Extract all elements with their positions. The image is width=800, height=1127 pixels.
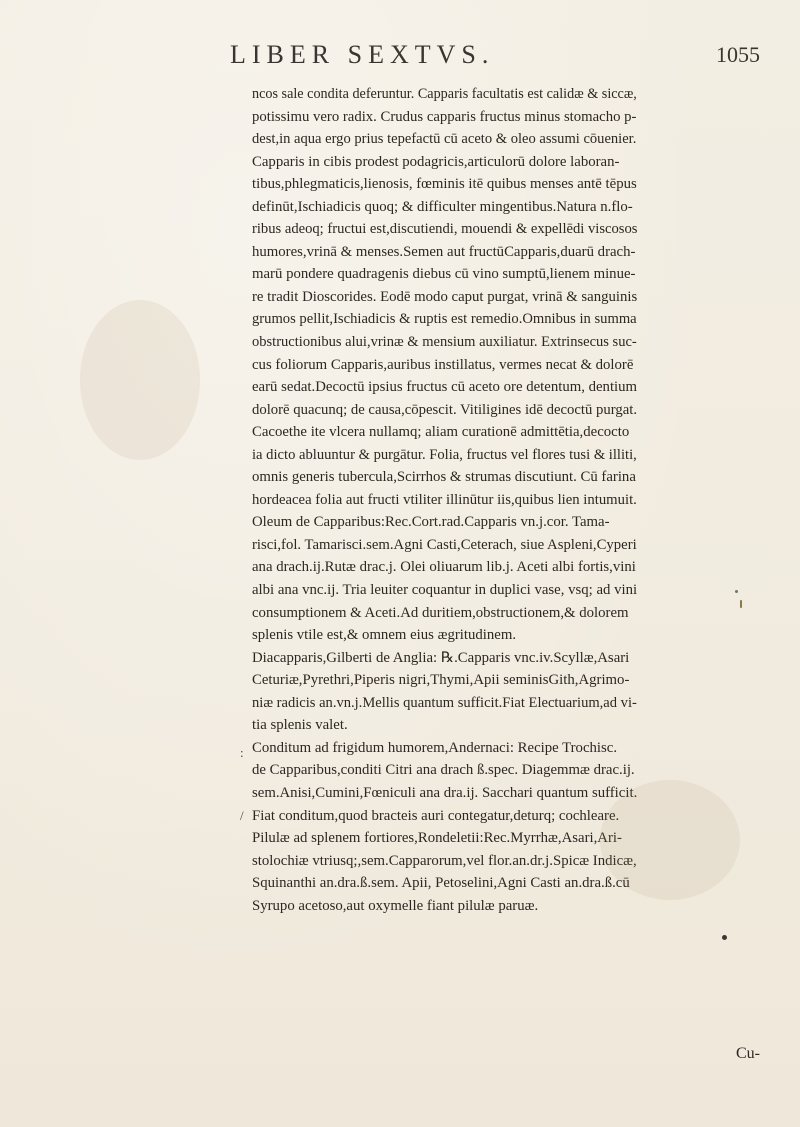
text-line: Conditum ad frigidum humorem,Andernaci: Recipe Trochisc. — [252, 739, 618, 756]
text-line: de Capparibus,conditi Citri ana drach ß.spec. Diagemmæ drac.ij. — [252, 762, 635, 779]
text-line: Cacoethe ite vlcera nullamq; aliam curationē admittētia,decocto — [252, 424, 630, 441]
text-line: hordeacea folia aut fructi vtiliter illinūtur iis,quibus lien intumuit. — [252, 491, 637, 508]
text-line: grumos pellit,Ischiadicis & ruptis est remedio.Omnibus in summa — [252, 311, 637, 328]
running-head: LIBER SEXTVS. — [230, 40, 495, 69]
paper-stain — [80, 300, 200, 460]
text-line: potissimu vero radix. Crudus capparis fructus minus stomacho p- — [252, 108, 637, 125]
text-line: dest,in aqua ergo prius tepefactū cū aceto & oleo assumi cōuenier. — [252, 131, 637, 148]
text-line: Pilulæ ad splenem fortiores,Rondeletii:Rec.Myrrhæ,Asari,Ari- — [252, 830, 622, 847]
text-line: ribus adeoq; fructui est,discutiendi, mouendi & expellēdi viscosos — [252, 221, 638, 238]
text-line: humores,vrinā & menses.Semen aut fructūCapparis,duarū drach- — [252, 243, 636, 260]
text-line: tibus,phlegmaticis,lienosis, fœminis itē quibus menses antē tēpus — [252, 176, 637, 193]
body-text — [252, 83, 638, 917]
text-line: Oleum de Capparibus:Rec.Cort.rad.Capparis vn.j.cor. Tama- — [252, 514, 610, 531]
text-line: consumptionem & Aceti.Ad duritiem,obstructionem,& dolorem — [252, 604, 629, 621]
text-line: risci,fol. Tamarisci.sem.Agni Casti,Ceterach, siue Aspleni,Cyperi — [252, 536, 637, 553]
text-line: definūt,Ischiadicis quoq; & difficulter mingentibus.Natura n.flo- — [252, 198, 633, 215]
text-line: re tradit Dioscorides. Eodē modo caput purgat, vrinā & sanguinis — [252, 288, 638, 305]
text-line: Squinanthi an.dra.ß.sem. Apii, Petoselini,Agni Casti an.dra.ß.cū — [252, 875, 630, 892]
text-line: albi ana vnc.ij. Tria leuiter coquantur in duplici vase, vsq; ad vini — [252, 582, 638, 599]
page-number: 1055 — [716, 42, 760, 67]
text-line: tia splenis valet. — [252, 717, 348, 734]
text-line: Syrupo acetoso,aut oxymelle fiant pilulæ paruæ. — [252, 897, 539, 914]
ink-speck — [735, 590, 738, 593]
margin-mark: / — [240, 808, 244, 823]
text-line: cus foliorum Capparis,auribus instillatus, vermes necat & dolorē — [252, 356, 634, 373]
text-line: marū pondere quadragenis diebus cū vino sumptū,lienem minue- — [252, 266, 636, 283]
text-line: Capparis in cibis prodest podagricis,articulorū dolore laboran- — [252, 153, 620, 170]
text-line: stolochiæ vtriusq;,sem.Capparorum,vel flor.an.dr.j.Spicæ Indicæ, — [252, 852, 637, 869]
ink-speck — [740, 600, 742, 608]
catchword: Cu- — [736, 1045, 760, 1062]
ink-speck — [722, 935, 727, 940]
text-line: ana drach.ij.Rutæ drac.j. Olei oliuarum lib.j. Aceti albi fortis,vini — [252, 559, 636, 576]
text-line: Ceturiæ,Pyrethri,Piperis nigri,Thymi,Apii seminisGith,Agrimo- — [252, 672, 630, 689]
paper-stain — [600, 780, 740, 900]
margin-mark: : — [240, 745, 244, 760]
text-line: Fiat conditum,quod bracteis auri contegatur,deturq; cochleare. — [252, 807, 620, 824]
text-line: ia dicto abluuntur & purgātur. Folia, fructus vel flores tusi & illiti, — [252, 446, 637, 463]
text-line: earū sedat.Decoctū ipsius fructus cū aceto ore detentum, dentium — [252, 379, 638, 396]
text-line: Diacapparis,Gilberti de Anglia: ℞.Capparis vnc.iv.Scyllæ,Asari — [252, 649, 630, 666]
text-line: ncos sale condita deferuntur. Capparis facultatis est calidæ & siccæ, — [252, 86, 637, 102]
page-header — [200, 40, 760, 80]
text-line: niæ radicis an.vn.j.Mellis quantum sufficit.Fiat Electuarium,ad vi- — [252, 694, 637, 711]
text-line: splenis vtile est,& omnem eius ægritudinem. — [252, 627, 517, 644]
text-line: omnis generis tubercula,Scirrhos & strumas discutiunt. Cū farina — [252, 469, 636, 486]
text-line: sem.Anisi,Cumini,Fœniculi ana dra.ij. Sacchari quantum sufficit. — [252, 784, 638, 801]
text-line: obstructionibus alui,vrinæ & mensium auxiliatur. Extrinsecus suc- — [252, 334, 637, 351]
text-line: dolorē quacunq; de causa,cōpescit. Vitiligines idē decoctū purgat. — [252, 401, 638, 418]
